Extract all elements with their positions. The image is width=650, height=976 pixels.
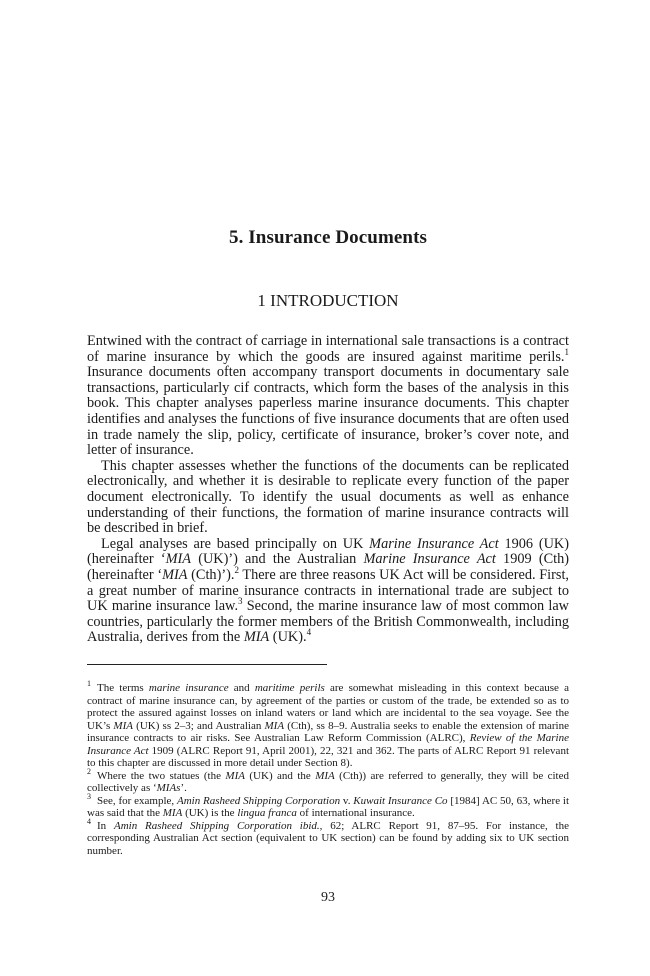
footnote-divider	[87, 664, 327, 665]
footnote-text: , 62; ALRC Report 91, 87–95. For instance, the corresponding Australian Act section (equivalent to UK section) can be found by adding six to UK section number.	[87, 819, 569, 857]
paragraph-text: There are three reasons UK Act will be considered. First, a great number of marine insurance contracts in international trade are subject to UK marine insurance law.	[87, 566, 569, 615]
act-abbrev: MIA	[162, 566, 188, 583]
footnote-ref[interactable]: 3	[238, 596, 243, 607]
footnote-italic: MIA	[315, 769, 335, 782]
footnote-ref[interactable]: 2	[234, 565, 239, 576]
footnote-italic: MIAs	[156, 782, 181, 794]
footnote-2	[87, 766, 569, 795]
footnote-number: 4	[87, 816, 91, 826]
footnote-text: of international insurance.	[296, 807, 415, 819]
footnote-italic: lingua franca	[237, 807, 297, 819]
footnote-text: 1909 (ALRC Report 91, April 2001), 22, 321 and 362. The parts of ALRC Report 91 relevant to this chapter are discussed in more detail under Section 8).	[87, 744, 569, 769]
footnote-1	[87, 679, 569, 770]
footnote-text: (Cth), ss 8–9. Australia seeks to enable the extension of marine insurance contracts to air risks. See Australian Law Reform Commission (ALRC),	[87, 719, 569, 744]
paragraph-text: Legal analyses are based principally on UK	[101, 535, 370, 552]
act-title: Marine Insurance Act	[363, 551, 496, 568]
footnote-ref[interactable]: 4	[306, 627, 312, 638]
footnote-number: 2	[87, 766, 91, 776]
footnote-3	[87, 791, 570, 820]
footnote-italic: Amin Rasheed Shipping Corporation	[176, 794, 341, 807]
footnote-italic: MIA	[162, 807, 183, 819]
paragraph-2: This chapter assesses whether the functions of the documents can be replicated electronically, and whether it is desirable to replicate every function of the paper document electronically. To identify the usual documents as well as enhance understanding of their functions, the formation of marine insurance contracts will be described in brief.	[87, 457, 569, 537]
footnote-text: (UK) ss 2–3; and Australian	[132, 719, 265, 732]
footnote-text: [1984] AC 50, 63, where it was said that the	[87, 794, 570, 819]
footnote-italic: marine insurance	[148, 682, 229, 694]
footnote-italic: maritime perils	[254, 682, 325, 694]
section-heading: 1 INTRODUCTION	[257, 291, 399, 310]
footnote-italic: MIA	[225, 769, 245, 782]
body-text	[87, 334, 569, 646]
footnote-text: ’.	[180, 782, 187, 794]
footnote-text: In	[97, 819, 114, 832]
footnote-text: v.	[340, 794, 354, 807]
paragraph-text: Second, the marine insurance law of most common law countries, particularly the former members of the British Commonwealth, including Australia, derives from the	[87, 598, 569, 646]
paragraph-text: Entwined with the contract of carriage in international sale transactions is a contract of marine insurance by which the goods are insured against maritime perils.	[87, 333, 569, 365]
footnote-italic: Amin Rasheed Shipping Corporation ibid.	[113, 819, 320, 832]
act-abbrev: MIA	[165, 551, 192, 568]
footnote-text: Where the two statues (the	[97, 769, 226, 782]
page-number: 93	[321, 890, 335, 905]
footnote-text: (Cth)) are referred to generally, they will be cited collectively as ‘	[87, 769, 569, 794]
paragraph-text: 1909 (Cth) (hereinafter ‘	[87, 551, 569, 583]
footnote-italic: MIA	[113, 719, 133, 732]
footnote-italic: Kuwait Insurance Co	[353, 794, 448, 807]
chapter-title: 5. Insurance Documents	[228, 227, 427, 248]
footnote-4	[87, 816, 569, 858]
paragraph-1	[87, 334, 569, 459]
footnote-text: (UK) and the	[244, 769, 316, 782]
footnote-italic: MIA	[264, 719, 285, 732]
paragraph-text: (Cth)’).	[187, 566, 235, 583]
footnote-text: are somewhat misleading in this context because a contract of marine insurance can, by agreement of the parties or custom of the trade, be extended so as to protect the assured against losses on inland waters or land which are incidental to the sea voyage. See the UK’s	[87, 682, 569, 732]
footnote-text: and	[228, 682, 255, 694]
footnote-text: See, for example,	[97, 794, 177, 807]
footnote-number: 3	[87, 791, 91, 801]
paragraph-text: Insurance documents often accompany transport documents in documentary sale transactions, particularly cif contracts, which form the bases of the analysis in this book. This chapter analyses paperless marine insurance documents. This chapter identifies and analyses the functions of five insurance documents that are often used in trade namely the slip, policy, certificate of insurance, broker’s cover note, and letter of insurance.	[87, 364, 569, 459]
paragraph-text: 1906 (UK) (hereinafter ‘	[87, 535, 570, 568]
act-abbrev: MIA	[243, 629, 270, 646]
footnote-text: The terms	[97, 682, 149, 694]
footnote-text: (UK) is the	[182, 807, 238, 819]
paragraph-text: (UK)’) and the Australian	[191, 551, 364, 568]
paragraph-text: (UK).	[269, 629, 307, 646]
footnote-italic: Review of the Marine Insurance Act	[87, 732, 569, 757]
footnotes	[87, 679, 570, 857]
footnote-ref[interactable]: 1	[564, 346, 569, 357]
act-title: Marine Insurance Act	[369, 535, 499, 552]
footnote-number: 1	[87, 679, 91, 689]
paragraph-3	[87, 537, 569, 646]
